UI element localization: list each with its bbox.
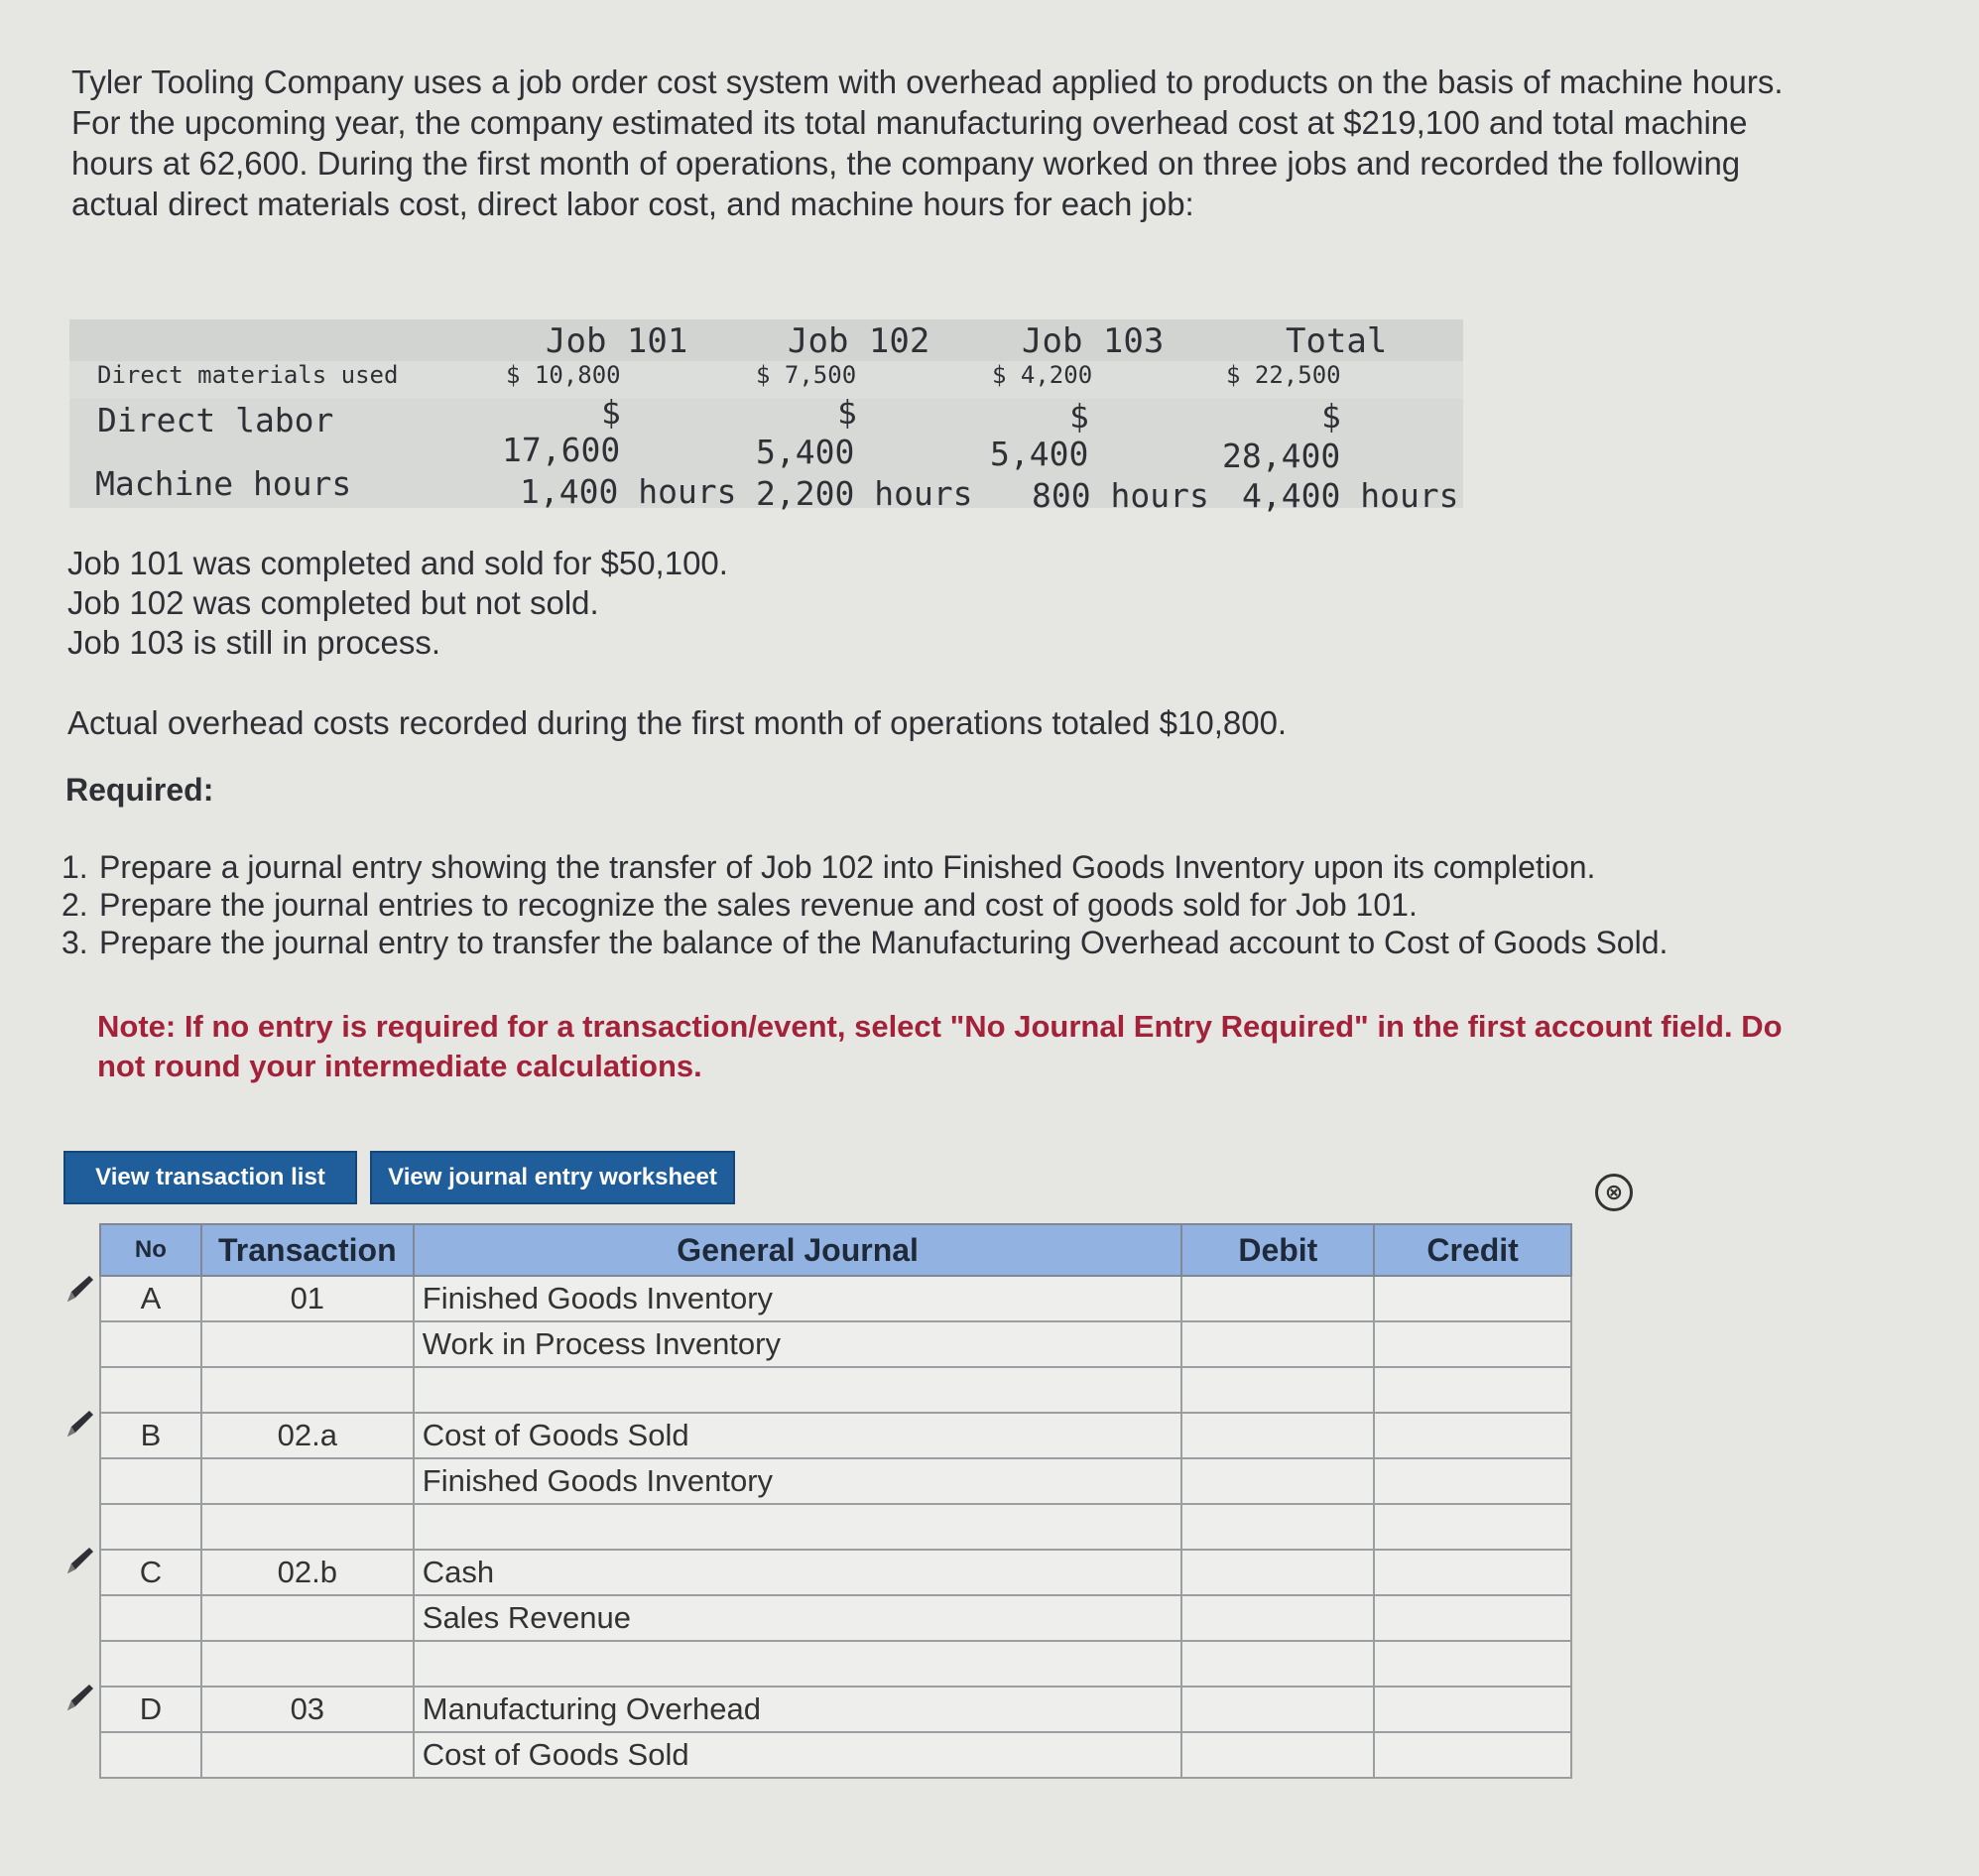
credit-cell[interactable]	[1374, 1413, 1571, 1458]
debit-cell[interactable]	[1181, 1321, 1374, 1367]
entry-account[interactable]: Finished Goods Inventory	[414, 1458, 1182, 1504]
entry-account[interactable]: Manufacturing Overhead	[414, 1687, 1182, 1732]
job-status-line: Job 101 was completed and sold for $50,100.	[67, 545, 728, 581]
table-row	[100, 1367, 1571, 1413]
view-transaction-list-button[interactable]: View transaction list	[63, 1151, 357, 1204]
credit-cell[interactable]	[1374, 1595, 1571, 1641]
hours-job-102: 2,200 hours	[756, 474, 973, 513]
cost-table-header-band	[69, 319, 1463, 361]
credit-cell[interactable]	[1374, 1321, 1571, 1367]
entry-account[interactable]: Cash	[414, 1550, 1182, 1595]
header-general-journal: General Journal	[414, 1224, 1182, 1276]
entry-transaction: 02.a	[201, 1413, 414, 1458]
credit-cell[interactable]	[1374, 1687, 1571, 1732]
entry-account[interactable]: Sales Revenue	[414, 1595, 1182, 1641]
labor-dollar-sign: $	[837, 393, 857, 432]
entry-no: B	[100, 1413, 201, 1458]
hours-total: 4,400 hours	[1242, 476, 1459, 515]
requirement-item: 3. Prepare the journal entry to transfer the balance of the Manufacturing Overhead account to Cost of Goods Sold.	[62, 925, 1669, 960]
table-row[interactable]	[100, 1413, 1571, 1458]
entry-account[interactable]: Cost of Goods Sold	[414, 1732, 1182, 1778]
labor-dollar-sign: $	[1321, 397, 1341, 436]
labor-dollar-sign: $	[601, 393, 621, 432]
credit-cell[interactable]	[1374, 1276, 1571, 1321]
materials-job-101: $ 10,800	[506, 361, 621, 389]
requirement-item: 2. Prepare the journal entries to recognize the sales revenue and cost of goods sold for Job 101.	[62, 887, 1418, 923]
debit-cell[interactable]	[1181, 1276, 1374, 1321]
header-transaction: Transaction	[201, 1224, 414, 1276]
header-job-101: Job 101	[546, 321, 688, 361]
entry-no: A	[100, 1276, 201, 1321]
view-journal-entry-worksheet-button[interactable]: View journal entry worksheet	[370, 1151, 735, 1204]
table-row[interactable]	[100, 1276, 1571, 1321]
header-job-102: Job 102	[788, 321, 930, 361]
table-row[interactable]	[100, 1321, 1571, 1367]
close-icon[interactable]: ⊗	[1595, 1174, 1633, 1211]
materials-job-103: $ 4,200	[992, 361, 1093, 389]
job-status-line: Job 102 was completed but not sold.	[67, 584, 599, 621]
entry-no: C	[100, 1550, 201, 1595]
credit-cell[interactable]	[1374, 1458, 1571, 1504]
requirements-list	[62, 848, 1768, 961]
debit-cell[interactable]	[1181, 1413, 1374, 1458]
table-row	[100, 1641, 1571, 1687]
journal-header-row	[100, 1224, 1571, 1276]
requirement-item: 1. Prepare a journal entry showing the transfer of Job 102 into Finished Goods Inventory upon its completion.	[62, 849, 1596, 885]
pencil-icon[interactable]	[63, 1681, 97, 1714]
entry-transaction: 02.b	[201, 1550, 414, 1595]
entry-account[interactable]: Work in Process Inventory	[414, 1321, 1182, 1367]
materials-job-102: $ 7,500	[756, 361, 857, 389]
table-row	[100, 1504, 1571, 1550]
entry-no: D	[100, 1687, 201, 1732]
table-row[interactable]	[100, 1550, 1571, 1595]
row-label-hours: Machine hours	[95, 464, 352, 503]
hours-job-101: 1,400 hours	[520, 472, 737, 511]
entry-transaction: 01	[201, 1276, 414, 1321]
header-debit: Debit	[1181, 1224, 1374, 1276]
table-row[interactable]	[100, 1595, 1571, 1641]
labor-total: 28,400	[1222, 437, 1341, 475]
entry-account[interactable]: Cost of Goods Sold	[414, 1413, 1182, 1458]
job-status-line: Job 103 is still in process.	[67, 624, 441, 661]
materials-total: $ 22,500	[1226, 361, 1341, 389]
credit-cell[interactable]	[1374, 1550, 1571, 1595]
pencil-icon[interactable]	[63, 1272, 97, 1306]
entry-account[interactable]: Finished Goods Inventory	[414, 1276, 1182, 1321]
debit-cell[interactable]	[1181, 1458, 1374, 1504]
table-row[interactable]	[100, 1687, 1571, 1732]
debit-cell[interactable]	[1181, 1687, 1374, 1732]
row-label-materials: Direct materials used	[97, 361, 399, 389]
labor-job-101: 17,600	[502, 431, 621, 469]
header-credit: Credit	[1374, 1224, 1571, 1276]
debit-cell[interactable]	[1181, 1732, 1374, 1778]
debit-cell[interactable]	[1181, 1550, 1374, 1595]
pencil-icon[interactable]	[63, 1544, 97, 1577]
instruction-note: Note: If no entry is required for a transaction/event, select "No Journal Entry Required" in the first account field. Do not round your intermediate calculations.	[97, 1009, 1783, 1083]
labor-dollar-sign: $	[1069, 397, 1089, 436]
labor-job-102: 5,400	[756, 433, 855, 471]
problem-intro: Tyler Tooling Company uses a job order cost system with overhead applied to products on the basis of machine hours. For the upcoming year, the company estimated its total manufacturing overhead cost at $219,100 and total machine hours at 62,600. During the first month of operations, the company worked on three jobs and recorded the following actual direct materials cost, direct labor cost, and machine hours for each job:	[71, 63, 1784, 222]
header-job-103: Job 103	[1022, 321, 1165, 361]
labor-job-103: 5,400	[990, 435, 1089, 473]
entry-transaction: 03	[201, 1687, 414, 1732]
required-heading: Required:	[65, 772, 214, 808]
pencil-icon[interactable]	[63, 1407, 97, 1440]
actual-overhead-text: Actual overhead costs recorded during the first month of operations totaled $10,800.	[67, 704, 1288, 741]
credit-cell[interactable]	[1374, 1732, 1571, 1778]
row-label-labor: Direct labor	[97, 401, 334, 439]
hours-job-103: 800 hours	[1032, 476, 1209, 515]
debit-cell[interactable]	[1181, 1595, 1374, 1641]
job-status-list	[67, 544, 728, 663]
table-row[interactable]	[100, 1732, 1571, 1778]
cost-table	[69, 319, 1463, 518]
journal-table	[99, 1223, 1572, 1779]
header-no: No	[100, 1224, 201, 1276]
header-total: Total	[1286, 321, 1388, 361]
table-row[interactable]	[100, 1458, 1571, 1504]
